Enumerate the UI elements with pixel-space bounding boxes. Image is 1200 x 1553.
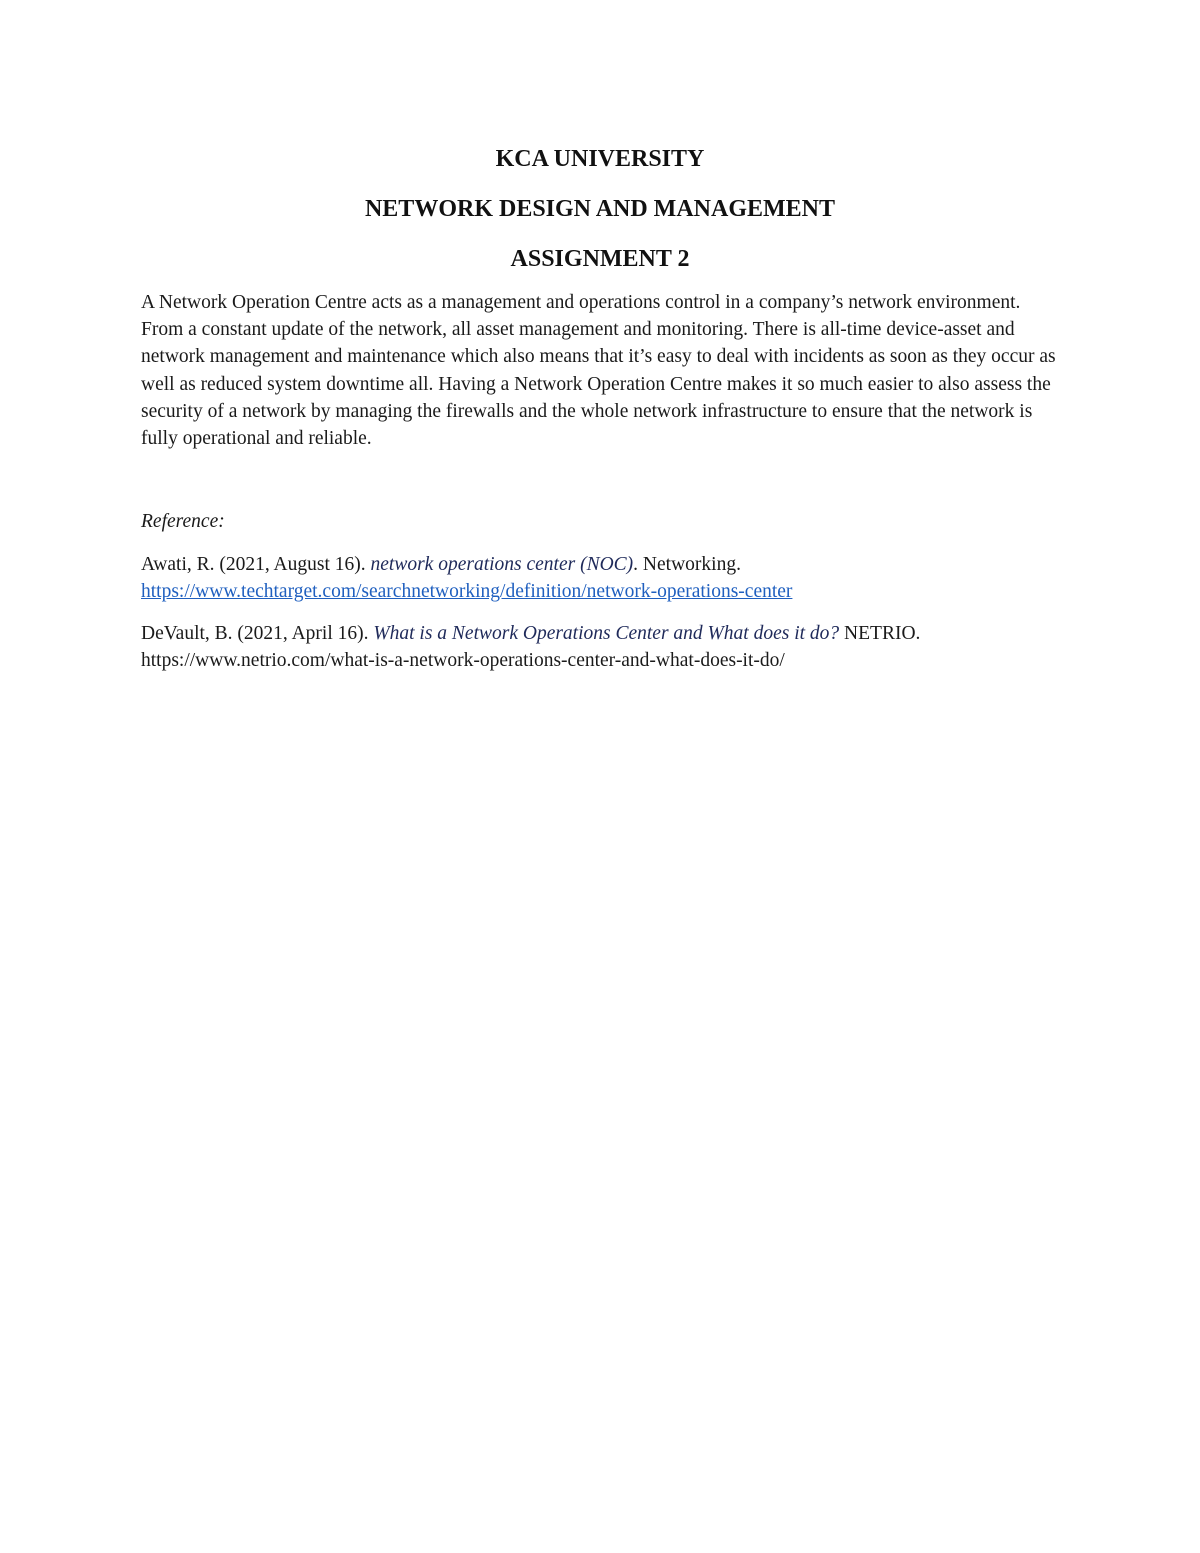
reference-source: NETRIO. bbox=[839, 623, 921, 644]
reference-author-date: Awati, R. (2021, August 16). bbox=[141, 554, 371, 575]
reference-item-1 bbox=[141, 551, 1081, 605]
assignment-title: ASSIGNMENT 2 bbox=[510, 246, 690, 272]
reference-title: network operations center (NOC) bbox=[370, 554, 634, 575]
reference-link[interactable]: https://www.techtarget.com/searchnetworking/definition/network-operations-center bbox=[141, 581, 793, 603]
reference-title: What is a Network Operations Center and What does it do? bbox=[373, 623, 840, 644]
reference-item-2 bbox=[141, 620, 1081, 674]
reference-url: https://www.netrio.com/what-is-a-network-operations-center-and-what-does-it-do/ bbox=[141, 650, 785, 672]
course-title: NETWORK DESIGN AND MANAGEMENT bbox=[364, 196, 836, 222]
reference-source: . Networking. bbox=[633, 554, 741, 575]
reference-author-date: DeVault, B. (2021, April 16). bbox=[141, 623, 374, 644]
university-title: KCA UNIVERSITY bbox=[495, 146, 705, 172]
reference-label: Reference: bbox=[141, 511, 225, 532]
body-paragraph: A Network Operation Centre acts as a management and operations control in a company’s network environment. From a constant update of the network, all asset management and monitoring. There is all-time device-asset and network management and maintenance which also means that it’s easy to deal with incidents as soon as they occur as well as reduced system downtime all. Having a Network Operation Centre makes it so much easier to also assess the security of a network by managing the firewalls and the whole network infrastructure to ensure that the network is fully operational and reliable. bbox=[141, 292, 1056, 450]
